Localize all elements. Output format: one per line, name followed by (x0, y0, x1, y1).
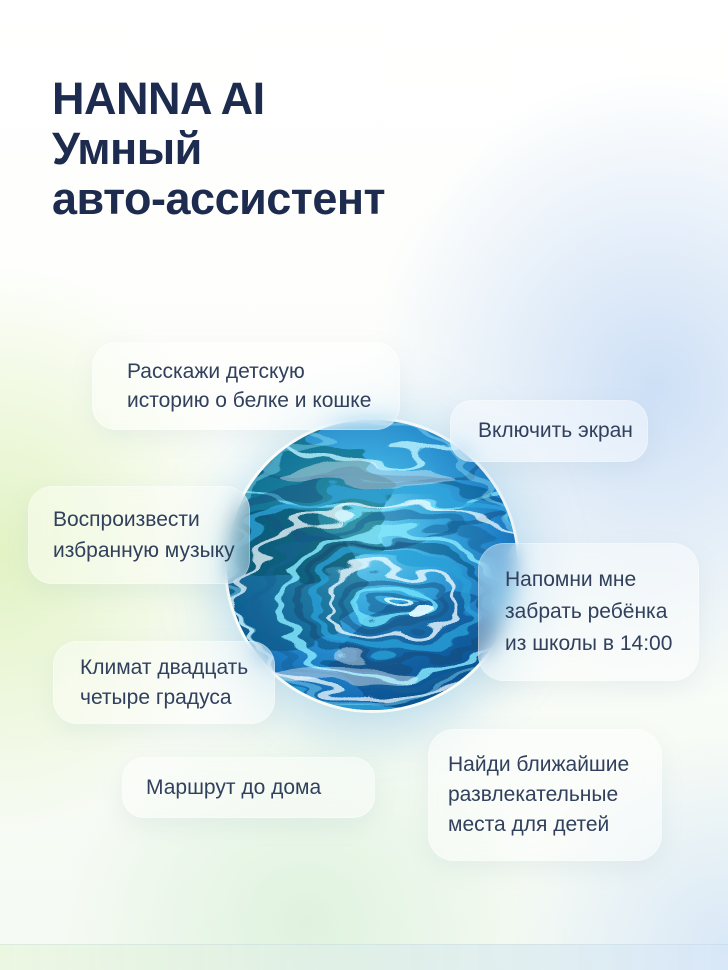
bottom-gradient-strip (0, 944, 728, 970)
bubble-text-line: Расскажи детскую (127, 360, 305, 383)
bubble-text-line: Маршрут до дома (146, 775, 322, 799)
voice-command-bubble-screen[interactable] (450, 400, 648, 462)
bubble-text-line: Включить экран (478, 419, 633, 442)
title-subtitle-line-2: авто-ассистент (52, 173, 386, 224)
bubble-text-line: избранную музыку (53, 539, 235, 562)
voice-command-bubble-climate[interactable] (53, 641, 275, 724)
voice-command-bubble-route[interactable] (122, 757, 375, 818)
voice-command-bubble-places[interactable] (428, 729, 662, 861)
title-brand: HANNA AI (52, 73, 265, 124)
bubble-text-line: Климат двадцать (80, 655, 249, 679)
bubble-text-line: Воспроизвести (53, 508, 200, 531)
bubble-text-line: четыре градуса (80, 685, 232, 709)
bubble-text-line: Найди ближайшие (448, 753, 630, 776)
voice-command-bubble-story[interactable] (92, 342, 400, 430)
bubble-text-line: историю о белке и кошке (127, 389, 372, 412)
voice-command-bubble-music[interactable] (28, 486, 250, 584)
title-subtitle-line-1: Умный (52, 123, 202, 174)
bubble-text-line: забрать ребёнка (505, 600, 668, 623)
bubble-text-line: из школы в 14:00 (505, 632, 673, 655)
page-title (52, 74, 385, 224)
voice-command-bubble-reminder[interactable] (478, 543, 699, 681)
bubble-text-line: Напомни мне (505, 568, 637, 591)
bubble-text-line: места для детей (448, 813, 610, 836)
bubble-text-line: развлекательные (448, 783, 619, 806)
